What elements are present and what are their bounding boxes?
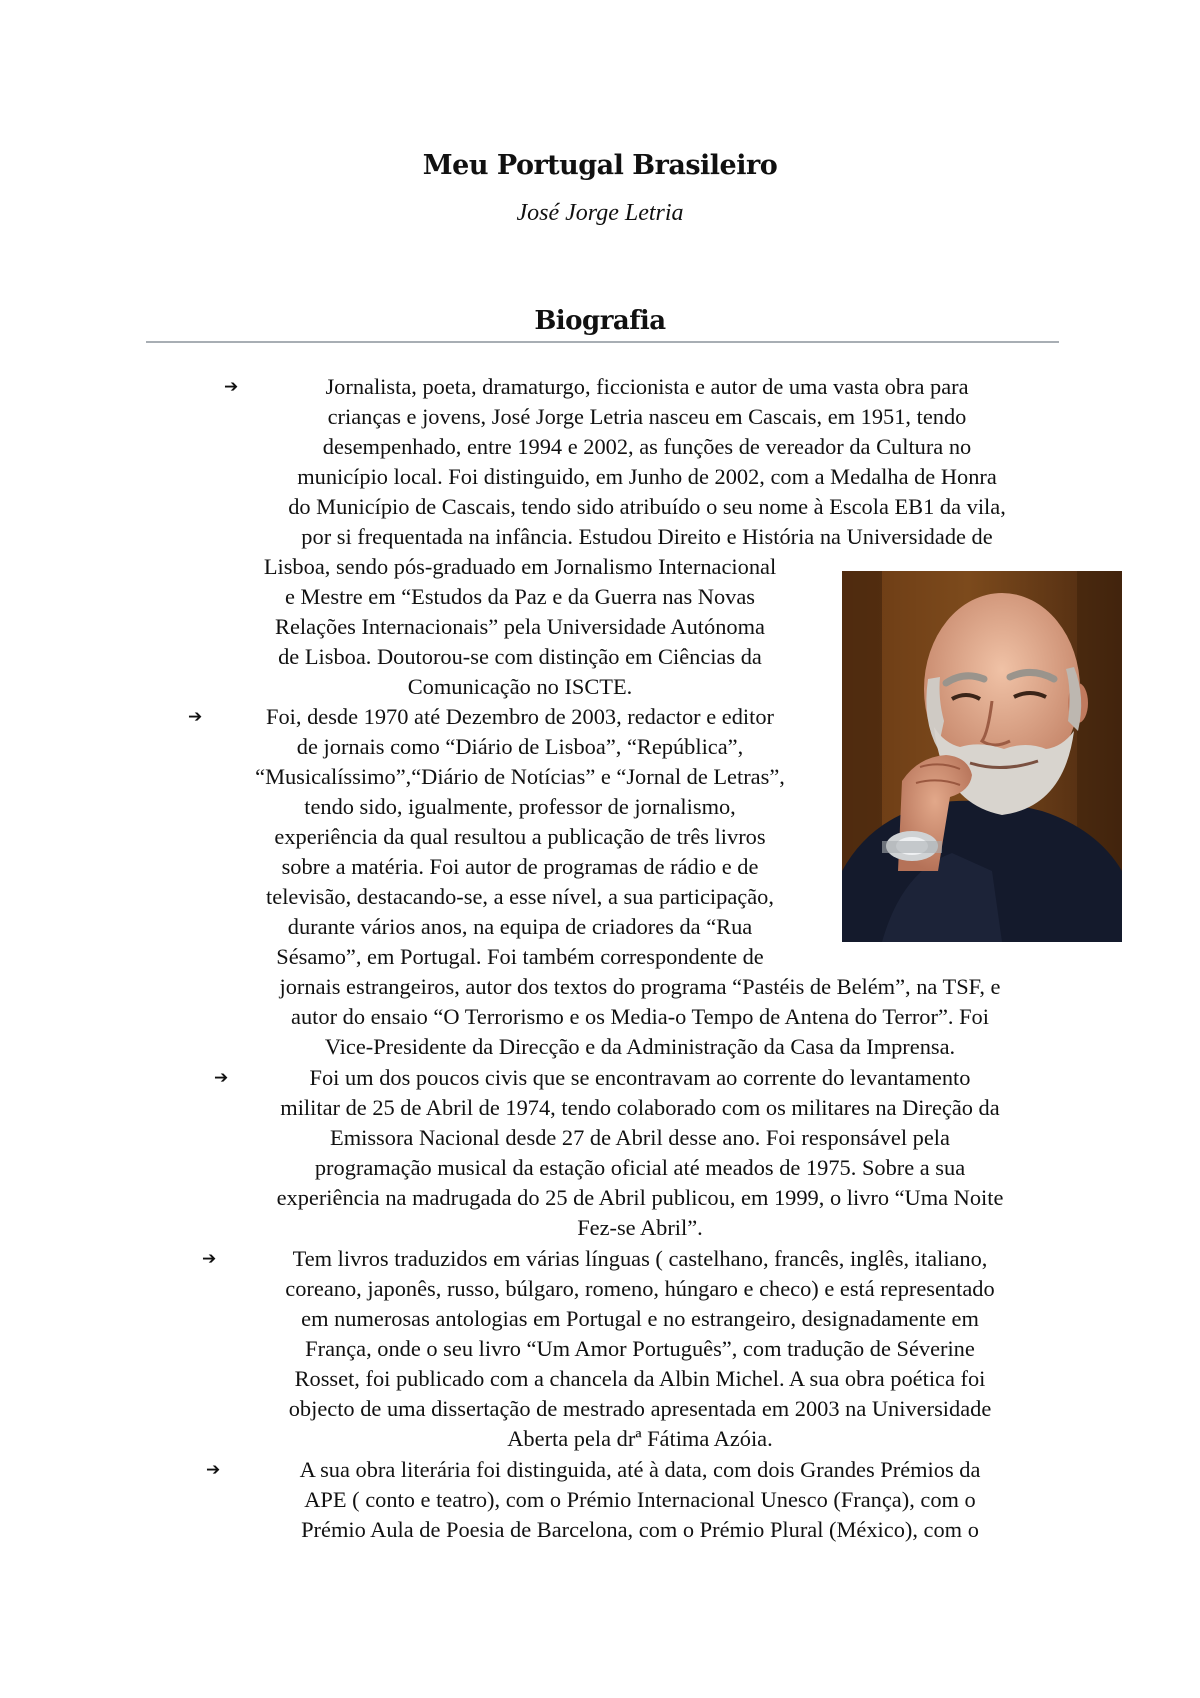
text-line: programação musical da estação oficial até meados de 1975. Sobre a sua [314,1155,966,1180]
text-line: desempenhado, entre 1994 e 2002, as funções de vereador da Cultura no [322,434,972,459]
text-line: Prémio Aula de Poesia de Barcelona, com o Prémio Plural (México), com o [301,1517,979,1542]
bullet-arrow-icon: ➔ [206,1460,221,1480]
bullet-arrow-icon: ➔ [224,377,239,397]
text-line: por si frequentada na infância. Estudou Direito e História na Universidade de [301,524,993,549]
section-divider [146,341,1059,343]
text-line: Relações Internacionais” pela Universidade Autónoma [275,614,765,639]
text-line: Tem livros traduzidos em várias línguas ( castelhano, francês, inglês, italiano, [292,1246,988,1271]
text-line: objecto de uma dissertação de mestrado apresentada em 2003 na Universidade [288,1396,992,1421]
text-line: Fez-se Abril”. [577,1215,703,1240]
bullet-arrow-icon: ➔ [188,707,203,727]
text-line: do Município de Cascais, tendo sido atribuído o seu nome à Escola EB1 da vila, [288,494,1006,519]
document-author: José Jorge Letria [516,200,684,226]
text-line: Lisboa, sendo pós-graduado em Jornalismo Internacional [263,554,777,579]
text-line: Jornalista, poeta, dramaturgo, ficcionista e autor de uma vasta obra para [325,374,969,399]
text-line: coreano, japonês, russo, búlgaro, romeno, húngaro e checo) e está representado [285,1276,995,1301]
text-line: experiência na madrugada do 25 de Abril publicou, em 1999, o livro “Uma Noite [276,1185,1004,1210]
text-line: jornais estrangeiros, autor dos textos do programa “Pastéis de Belém”, na TSF, e [279,974,1001,999]
text-line: município local. Foi distinguido, em Junho de 2002, com a Medalha de Honra [297,464,997,489]
text-line: Rosset, foi publicado com a chancela da Albin Michel. A sua obra poética foi [294,1366,986,1391]
bullet-arrow-icon: ➔ [202,1249,217,1269]
text-line: França, onde o seu livro “Um Amor Português”, com tradução de Séverine [305,1336,975,1361]
text-line: tendo sido, igualmente, professor de jornalismo, [304,794,736,819]
text-line: sobre a matéria. Foi autor de programas de rádio e de [281,854,759,879]
author-photo [842,571,1122,942]
text-line: Foi, desde 1970 até Dezembro de 2003, redactor e editor [266,704,774,729]
text-line: autor do ensaio “O Terrorismo e os Media-o Tempo de Antena do Terror”. Foi [291,1004,989,1029]
text-line: experiência da qual resultou a publicação de três livros [274,824,766,849]
text-line: Aberta pela drª Fátima Azóia. [507,1426,773,1451]
text-line: militar de 25 de Abril de 1974, tendo colaborado com os militares na Direção da [280,1095,1000,1120]
text-line: Vice-Presidente da Direcção e da Administração da Casa da Imprensa. [324,1034,956,1059]
document-title: Meu Portugal Brasileiro [422,150,778,181]
text-line: A sua obra literária foi distinguida, até à data, com dois Grandes Prémios da [299,1457,981,1482]
text-line: Comunicação no ISCTE. [407,674,633,699]
text-line: Emissora Nacional desde 27 de Abril desse ano. Foi responsável pela [330,1125,950,1150]
text-line: de jornais como “Diário de Lisboa”, “República”, [296,734,744,759]
text-line: e Mestre em “Estudos da Paz e da Guerra nas Novas [284,584,756,609]
text-line: Foi um dos poucos civis que se encontravam ao corrente do levantamento [309,1065,971,1090]
bullet-arrow-icon: ➔ [214,1068,229,1088]
text-line: APE ( conto e teatro), com o Prémio Internacional Unesco (França), com o [304,1487,976,1512]
text-line: crianças e jovens, José Jorge Letria nasceu em Cascais, em 1951, tendo [327,404,967,429]
text-line: Sésamo”, em Portugal. Foi também correspondente de [276,944,764,969]
section-heading: Biografia [534,306,666,336]
text-line: “Musicalíssimo”,“Diário de Notícias” e “Jornal de Letras”, [255,764,785,789]
text-line: de Lisboa. Doutorou-se com distinção em Ciências da [278,644,762,669]
text-line: televisão, destacando-se, a esse nível, a sua participação, [266,884,774,909]
text-line: durante vários anos, na equipa de criadores da “Rua [287,914,753,939]
text-line: em numerosas antologias em Portugal e no estrangeiro, designadamente em [301,1306,979,1331]
